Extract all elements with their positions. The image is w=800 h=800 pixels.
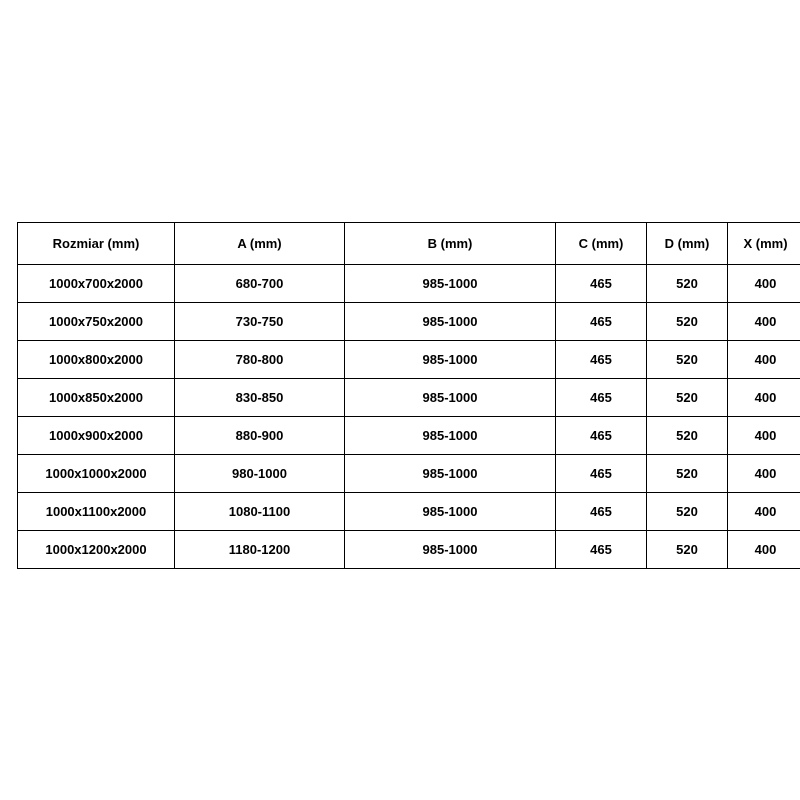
- cell-size: 1000x900x2000: [18, 417, 175, 455]
- cell-b: 985-1000: [345, 531, 556, 569]
- cell-b: 985-1000: [345, 303, 556, 341]
- cell-c: 465: [556, 379, 647, 417]
- table-row: [18, 341, 800, 379]
- cell-d: 520: [647, 341, 728, 379]
- cell-c: 465: [556, 417, 647, 455]
- cell-b: 985-1000: [345, 265, 556, 303]
- table-row: [18, 417, 800, 455]
- cell-c: 465: [556, 455, 647, 493]
- column-header-c: C (mm): [556, 223, 647, 265]
- column-header-a: A (mm): [175, 223, 345, 265]
- column-header-d: D (mm): [647, 223, 728, 265]
- cell-size: 1000x750x2000: [18, 303, 175, 341]
- column-header-rozmiar: Rozmiar (mm): [18, 223, 175, 265]
- cell-a: 680-700: [175, 265, 345, 303]
- cell-x: 400: [728, 493, 800, 531]
- cell-x: 400: [728, 303, 800, 341]
- cell-x: 400: [728, 379, 800, 417]
- cell-b: 985-1000: [345, 379, 556, 417]
- cell-d: 520: [647, 531, 728, 569]
- dimensions-table: [17, 222, 800, 569]
- cell-a: 730-750: [175, 303, 345, 341]
- cell-x: 400: [728, 265, 800, 303]
- cell-d: 520: [647, 417, 728, 455]
- cell-d: 520: [647, 379, 728, 417]
- cell-size: 1000x850x2000: [18, 379, 175, 417]
- table-row: [18, 455, 800, 493]
- cell-x: 400: [728, 455, 800, 493]
- cell-d: 520: [647, 265, 728, 303]
- table-row: [18, 493, 800, 531]
- cell-c: 465: [556, 303, 647, 341]
- cell-size: 1000x700x2000: [18, 265, 175, 303]
- table-row: [18, 379, 800, 417]
- table-header-row: [18, 223, 800, 265]
- cell-b: 985-1000: [345, 417, 556, 455]
- cell-c: 465: [556, 341, 647, 379]
- cell-b: 985-1000: [345, 455, 556, 493]
- cell-x: 400: [728, 531, 800, 569]
- cell-x: 400: [728, 341, 800, 379]
- cell-size: 1000x800x2000: [18, 341, 175, 379]
- table-row: [18, 303, 800, 341]
- cell-c: 465: [556, 265, 647, 303]
- cell-d: 520: [647, 303, 728, 341]
- cell-size: 1000x1000x2000: [18, 455, 175, 493]
- dimensions-table-container: [17, 222, 788, 569]
- cell-c: 465: [556, 493, 647, 531]
- cell-b: 985-1000: [345, 341, 556, 379]
- cell-a: 980-1000: [175, 455, 345, 493]
- cell-a: 1080-1100: [175, 493, 345, 531]
- cell-a: 780-800: [175, 341, 345, 379]
- column-header-b: B (mm): [345, 223, 556, 265]
- column-header-x: X (mm): [728, 223, 800, 265]
- cell-d: 520: [647, 455, 728, 493]
- table-row: [18, 265, 800, 303]
- cell-a: 1180-1200: [175, 531, 345, 569]
- cell-x: 400: [728, 417, 800, 455]
- cell-size: 1000x1100x2000: [18, 493, 175, 531]
- cell-size: 1000x1200x2000: [18, 531, 175, 569]
- cell-c: 465: [556, 531, 647, 569]
- cell-b: 985-1000: [345, 493, 556, 531]
- cell-a: 830-850: [175, 379, 345, 417]
- cell-a: 880-900: [175, 417, 345, 455]
- cell-d: 520: [647, 493, 728, 531]
- table-row: [18, 531, 800, 569]
